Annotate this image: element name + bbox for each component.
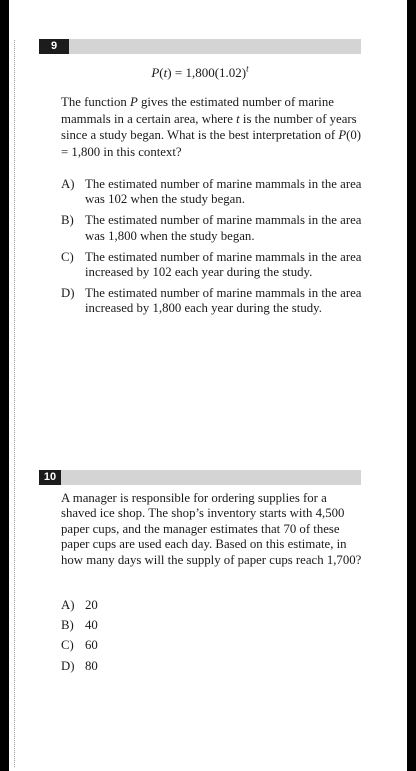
answer-choice-c[interactable] — [61, 638, 364, 653]
question-9-header-bar — [39, 39, 361, 54]
answer-choice-d[interactable] — [61, 659, 364, 674]
choice-text: 60 — [85, 638, 98, 653]
choice-letter: B) — [61, 618, 74, 633]
formula-rhs: 1,800(1.02) — [185, 65, 247, 80]
question-10-number: 10 — [39, 470, 61, 485]
stem-part-1: The function — [61, 95, 130, 109]
stem-part-4: (0) = 1,800 in this context? — [61, 128, 362, 159]
choice-letter: D) — [61, 658, 75, 673]
choice-text: 80 — [85, 658, 98, 673]
answer-choice-a[interactable] — [61, 598, 364, 613]
stem-variable: t — [236, 111, 240, 126]
choice-text: The estimated number of marine mammals in the area was 1,800 when the study began. — [85, 213, 362, 243]
answer-choice-b[interactable] — [61, 213, 364, 243]
question-9-stem — [61, 94, 364, 160]
answer-choice-a[interactable] — [61, 177, 364, 207]
stem-part-3: is the number of years since a study began. What is the best interpretation of — [61, 111, 360, 143]
question-9-choices — [61, 177, 364, 317]
stem-function-name-2: P — [338, 128, 347, 143]
stem-function-name: P — [129, 95, 138, 109]
question-10-choices — [61, 598, 364, 674]
question-10-header-bar — [39, 470, 361, 485]
choice-text: The estimated number of marine mammals in the area increased by 1,800 each year during the study. — [85, 286, 362, 316]
margin-dotted-rule — [14, 40, 15, 767]
question-9-number: 9 — [39, 39, 69, 54]
choice-letter: A) — [61, 598, 75, 612]
stem-part-2: gives the estimated number of marine mammals in a certain area, where — [61, 95, 338, 126]
formula-open-paren: ( — [159, 65, 164, 80]
formula-variable: t — [163, 65, 168, 80]
answer-choice-d[interactable] — [61, 286, 364, 316]
answer-choice-c[interactable] — [61, 250, 364, 280]
answer-choice-b[interactable] — [61, 618, 364, 633]
test-page — [9, 0, 407, 771]
formula-close-paren: ) — [167, 65, 172, 80]
formula-function-name: P — [151, 65, 160, 80]
question-9-formula — [39, 65, 361, 81]
choice-letter: C) — [61, 638, 74, 653]
choice-letter: B) — [61, 213, 74, 228]
choice-text: The estimated number of marine mammals in the area was 102 when the study began. — [85, 177, 362, 207]
choice-letter: D) — [61, 286, 75, 301]
formula-equals: = — [171, 65, 186, 80]
choice-text: 40 — [85, 618, 98, 633]
question-10-stem: A manager is responsible for ordering supplies for a shaved ice shop. The shop’s inventory starts with 4,500 paper cups, and the manager estimates that 70 of these paper cups are used each day. Based on this estimate, in how many days will the supply of paper cups reach 1,700? — [61, 491, 362, 567]
choice-text: The estimated number of marine mammals in the area increased by 102 each year during the study. — [85, 249, 362, 280]
choice-letter: A) — [61, 177, 75, 191]
choice-letter: C) — [61, 249, 74, 264]
formula-exponent: t — [246, 63, 249, 74]
choice-text: 20 — [85, 598, 98, 612]
